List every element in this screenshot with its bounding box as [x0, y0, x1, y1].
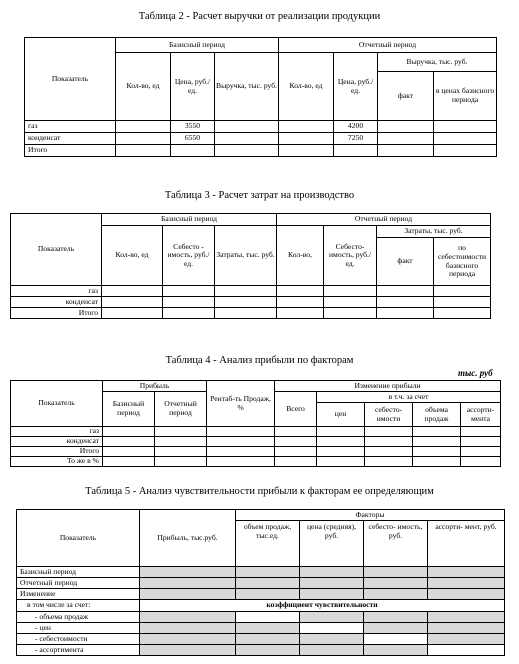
t4-incl: в т.ч. за счет — [317, 392, 501, 403]
t2-row-name: газ — [25, 121, 116, 133]
t3-at-base-cost: по себестоимости базисного периода — [434, 238, 491, 286]
table-row — [25, 133, 497, 145]
t3-cost: Себесто - имость, руб./ед. — [163, 226, 215, 286]
table-row — [11, 308, 491, 319]
t4-total: Всего — [275, 392, 317, 427]
t3-fact: факт — [377, 238, 434, 286]
table4-caption: Таблица 4 - Анализ прибыли по факторам — [165, 355, 354, 366]
table-row — [11, 437, 501, 447]
t4-row-name: Итого — [11, 447, 103, 457]
t3-qty: Кол-во, ед — [102, 226, 163, 286]
t4-col-indicator: Показатель — [11, 381, 103, 427]
table-row — [17, 612, 505, 623]
t4-cost: себесто- имости — [365, 403, 413, 427]
table-row — [11, 457, 501, 467]
table2-revenue — [24, 37, 497, 157]
table-row — [11, 447, 501, 457]
t4-base: Базисный период — [103, 392, 155, 427]
t2-price: Цена, руб./ед. — [171, 53, 215, 121]
t5-price: цена (средняя), руб. — [300, 521, 364, 567]
t5-row-name: Отчетный период — [17, 578, 140, 589]
table-row — [17, 600, 505, 612]
table-row — [17, 623, 505, 634]
t3-base-period: Базисный период — [102, 214, 277, 226]
t4-volume: объема продаж — [413, 403, 461, 427]
table-row — [17, 589, 505, 600]
table-row — [11, 297, 491, 308]
t5-row-name: Изменение — [17, 589, 140, 600]
t2-cell-base-price: 3550 — [171, 121, 215, 133]
table-row — [17, 645, 505, 656]
t3-rep-qty: Кол-во, — [277, 226, 324, 286]
t2-cell-rep-price: 4200 — [334, 121, 378, 133]
t5-factors: Факторы — [236, 510, 505, 521]
t2-cell-base-price: 6550 — [171, 133, 215, 145]
table-row — [17, 634, 505, 645]
table-row — [25, 145, 497, 157]
t3-row-name: газ — [11, 286, 102, 297]
table3-costs — [10, 213, 491, 319]
t3-report-period: Отчетный период — [277, 214, 491, 226]
table-row — [11, 286, 491, 297]
t5-row-name: Базисный период — [17, 567, 140, 578]
t4-assort: ассорти- мента — [461, 403, 501, 427]
table2-caption: Таблица 2 - Расчет выручки от реализации продукции — [138, 11, 381, 22]
t4-report: Отчетный период — [155, 392, 207, 427]
table5-sensitivity — [16, 509, 505, 656]
t2-base-period: Базисный период — [116, 38, 279, 53]
t2-qty: Кол-во, ед — [116, 53, 171, 121]
t3-row-name: Итого — [11, 308, 102, 319]
t5-sub-row: - объема продаж — [17, 612, 140, 623]
t4-prices: цен — [317, 403, 365, 427]
t3-rep-cost: Себесто- имость, руб./ед. — [324, 226, 377, 286]
t5-cost: себесто- имость, руб. — [364, 521, 428, 567]
t4-row-name: То же в % — [11, 457, 103, 467]
table3-caption: Таблица 3 - Расчет затрат на производство — [164, 190, 355, 201]
t5-profit: Прибыль, тыс.руб. — [140, 510, 236, 567]
table-row — [17, 567, 505, 578]
t2-fact: факт — [378, 72, 434, 121]
t2-row-name: Итого — [25, 145, 116, 157]
t2-rep-qty: Кол-во, ед — [279, 53, 334, 121]
t2-cell-rep-price: 7250 — [334, 133, 378, 145]
t5-volume: объем продаж, тыс.ед. — [236, 521, 300, 567]
t2-col-indicator: Показатель — [25, 38, 116, 121]
t5-sub-row: - цен — [17, 623, 140, 634]
t4-change: Изменение прибыли — [275, 381, 501, 392]
t2-rep-revenue: Выручка, тыс. руб. — [378, 53, 497, 72]
t2-base-prices: в ценах базисного периода — [434, 72, 497, 121]
t5-incl: в том числе за счет: — [17, 600, 140, 612]
table5-caption: Таблица 5 - Анализ чувствительности прибыли к факторам ее определяющим — [85, 486, 434, 497]
t3-rep-costs: Затраты, тыс. руб. — [377, 226, 491, 238]
t5-sens: коэффициент чувствительности — [140, 600, 505, 612]
t3-col-indicator: Показатель — [11, 214, 102, 286]
table-row — [11, 427, 501, 437]
table4-profit-factors — [10, 380, 501, 467]
t5-assort: ассорти- мент, руб. — [428, 521, 505, 567]
t4-rent: Рентаб-ть Продаж, % — [207, 381, 275, 427]
t5-sub-row: - себестоимости — [17, 634, 140, 645]
t3-row-name: конденсат — [11, 297, 102, 308]
t4-row-name: конденсат — [11, 437, 103, 447]
t4-row-name: газ — [11, 427, 103, 437]
table4-unit: тыс. руб — [458, 368, 493, 378]
t4-profit: Прибыль — [103, 381, 207, 392]
t3-costs: Затраты, тыс. руб. — [215, 226, 277, 286]
t2-revenue: Выручка, тыс. руб. — [215, 53, 279, 121]
t2-rep-price: Цена, руб./ед. — [334, 53, 378, 121]
t2-row-name: конденсат — [25, 133, 116, 145]
t2-report-period: Отчетный период — [279, 38, 497, 53]
table-row — [25, 121, 497, 133]
t5-sub-row: - ассортимента — [17, 645, 140, 656]
table-row — [17, 578, 505, 589]
t5-col-indicator: Показатель — [17, 510, 140, 567]
